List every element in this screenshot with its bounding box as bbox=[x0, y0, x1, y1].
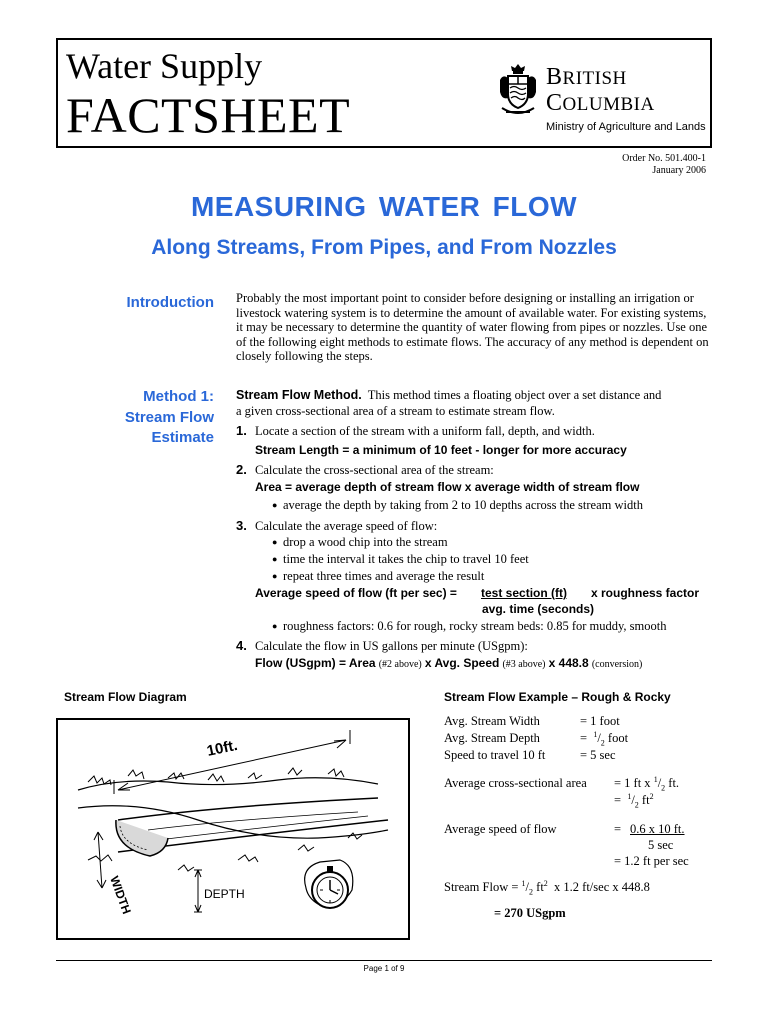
header-title-line2: FACTSHEET bbox=[66, 87, 351, 143]
example-speed-eq: = bbox=[614, 822, 622, 836]
intro-paragraph: Probably the most important point to consider before designing or installing an irrigation or livestock watering system is to determine the amount of available water. For existing systems, it may be necessary to determine the quantity of water flowing from pipes or nozzles. Use one of the following eight methods to estimate flows. The accuracy of any method is dependent on closely following the steps. bbox=[236, 291, 709, 364]
example-flow-calc: Stream Flow = $^1/_2$ $ft^2$ x 1.2 ft/sec x 448.8 bbox=[444, 879, 650, 897]
step1-number: 1. bbox=[236, 423, 247, 438]
example-area-label: Average cross-sectional area bbox=[444, 776, 587, 790]
speed-formula-factor: x roughness factor bbox=[591, 586, 700, 600]
example-depth-label: Avg. Stream Depth bbox=[444, 731, 540, 745]
method1-lead-2: a given cross-sectional area of a stream to estimate stream flow. bbox=[236, 404, 555, 418]
step2-number: 2. bbox=[236, 462, 247, 477]
example-area-calc: = 1 ft x $^1/_2$ ft. bbox=[614, 775, 680, 793]
example-title: Stream Flow Example – Rough & Rocky bbox=[444, 690, 671, 704]
publish-date: January 2006 bbox=[652, 165, 706, 176]
example-width-value: = 1 foot bbox=[580, 714, 620, 728]
step3-bullet-1: drop a wood chip into the stream bbox=[283, 535, 448, 549]
step4-text: Calculate the flow in US gallons per minute (USgpm): bbox=[255, 639, 528, 653]
bullet: ● bbox=[272, 621, 278, 631]
example-speed-flow-label: Average speed of flow bbox=[444, 822, 557, 836]
example-speed-value: = 5 sec bbox=[580, 748, 616, 762]
method1-lead: Stream Flow Method. This method times a floating object over a set distance and bbox=[236, 388, 662, 402]
example-area-result: = $^1/_2$ $ft^2$ bbox=[614, 792, 654, 810]
page-title: MEASURING WATER FLOW bbox=[190, 191, 578, 222]
step1-text: Locate a section of the stream with a uniform fall, depth, and width. bbox=[255, 424, 595, 438]
step3-bullet-2: time the interval it takes the chip to travel 10 feet bbox=[283, 552, 529, 566]
bullet: ● bbox=[272, 571, 278, 581]
example-width-label: Avg. Stream Width bbox=[444, 714, 540, 728]
speed-formula-numerator: test section (ft) bbox=[481, 586, 568, 600]
example-speed-result: = 1.2 ft per sec bbox=[614, 854, 689, 868]
step3-bullet-4: roughness factors: 0.6 for rough, rocky stream beds: 0.85 for muddy, smooth bbox=[283, 619, 667, 633]
bc-wordmark-line2: COLUMBIA bbox=[546, 90, 655, 116]
bullet: ● bbox=[272, 554, 278, 564]
example-flow-result: = 270 USgpm bbox=[494, 906, 566, 920]
step3-text: Calculate the average speed of flow: bbox=[255, 519, 438, 533]
bullet: ● bbox=[272, 500, 278, 510]
bc-coat-of-arms-icon bbox=[496, 62, 540, 118]
step3-number: 3. bbox=[236, 518, 247, 533]
step2-formula: Area = average depth of stream flow x average width of stream flow bbox=[255, 480, 640, 494]
example-speed-numerator: 0.6 x 10 ft. bbox=[630, 822, 685, 836]
diagram-title: Stream Flow Diagram bbox=[64, 690, 187, 704]
order-number: Order No. 501.400-1 bbox=[622, 153, 706, 164]
intro-heading: Introduction bbox=[126, 294, 214, 311]
step3-bullet-3: repeat three times and average the result bbox=[283, 569, 485, 583]
depth-label: DEPTH bbox=[204, 887, 245, 901]
example-speed-label: Speed to travel 10 ft bbox=[444, 748, 546, 762]
speed-formula-denominator: avg. time (seconds) bbox=[482, 602, 595, 616]
page-number: Page 1 of 9 bbox=[363, 964, 405, 973]
ministry-name: Ministry of Agriculture and Lands bbox=[546, 121, 706, 133]
footer-rule bbox=[56, 960, 712, 961]
stream-illustration bbox=[58, 720, 408, 938]
bullet: ● bbox=[272, 537, 278, 547]
example-speed-denominator: 5 sec bbox=[648, 838, 674, 852]
step2-text: Calculate the cross-sectional area of the stream: bbox=[255, 463, 494, 477]
step2-bullet: average the depth by taking from 2 to 10 depths across the stream width bbox=[283, 498, 643, 512]
method1-heading: Method 1: Stream Flow Estimate bbox=[124, 388, 214, 446]
page-subtitle: Along Streams, From Pipes, and From Nozzles bbox=[151, 236, 617, 259]
bc-wordmark-line1: BRITISH bbox=[546, 64, 627, 90]
stopwatch-icon bbox=[305, 860, 353, 908]
header-title-line1: Water Supply bbox=[66, 46, 263, 86]
length-label: 10ft. bbox=[205, 736, 240, 760]
speed-formula-lhs: Average speed of flow (ft per sec) = bbox=[255, 586, 457, 600]
example-depth-value: = $^1/_2$ foot bbox=[580, 730, 629, 748]
step1-formula: Stream Length = a minimum of 10 feet - longer for more accuracy bbox=[255, 443, 627, 457]
step4-formula: Flow (USgpm) = Area (#2 above) x Avg. Speed (#3 above) x 448.8 (conversion) bbox=[255, 656, 643, 670]
step4-number: 4. bbox=[236, 638, 247, 653]
width-label: WIDTH bbox=[107, 874, 134, 916]
stream-flow-diagram bbox=[56, 718, 410, 940]
